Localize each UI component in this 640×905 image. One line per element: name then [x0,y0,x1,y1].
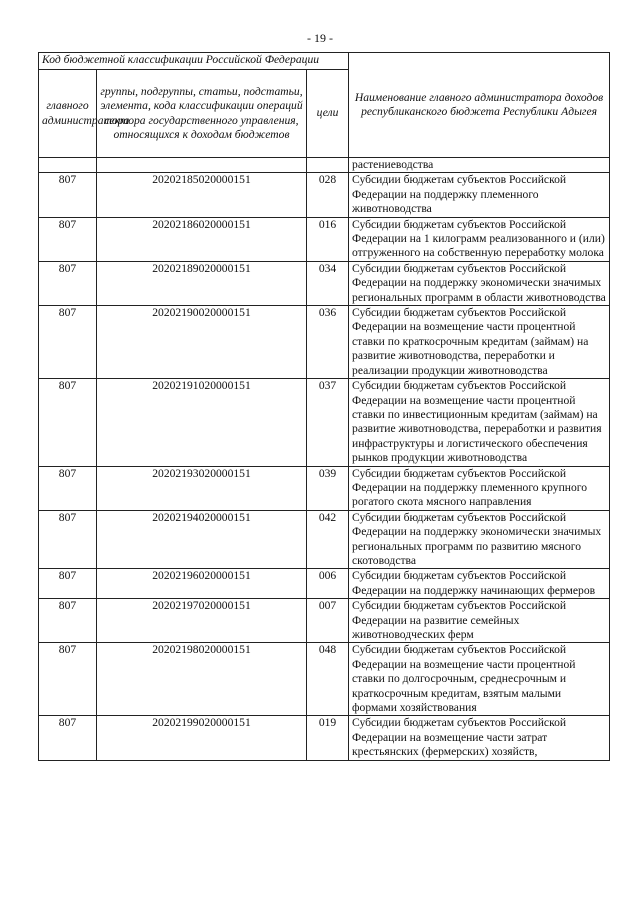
purpose-code-cell: 036 [307,306,349,379]
purpose-column-header: цели [307,70,349,158]
description-cell: Субсидии бюджетам субъектов Российской Федерации на 1 килограмм реализованного и (или) отгруженного на собственную переработку молока [349,217,610,261]
admin-code-cell: 807 [39,599,97,643]
description-cell: Субсидии бюджетам субъектов Российской Федерации на поддержку экономически значимых региональных программ по развитию мясного скотоводства [349,510,610,569]
table-row [39,173,610,217]
table-body [39,158,610,761]
admin-code-cell: 807 [39,173,97,217]
description-cell: Субсидии бюджетам субъектов Российской Федерации на возмещение части затрат крестьянских (фермерских) хозяйств, [349,716,610,760]
purpose-code-cell: 037 [307,379,349,466]
admin-code-cell: 807 [39,569,97,599]
table-row [39,643,610,716]
budget-classification-table [38,52,610,761]
budget-code-cell: 20202186020000151 [97,217,307,261]
administrator-name-header: Наименование главного администратора доходов республиканского бюджета Республики Адыгея [349,53,610,158]
admin-code-cell: 807 [39,510,97,569]
group-column-header: группы, подгруппы, статьи, подстатьи, элемента, кода классификации операций сектора государственного управления, относящихся к доходам бюджетов [97,70,307,158]
description-cell: Субсидии бюджетам субъектов Российской Федерации на поддержку племенного крупного рогатого скота мясного направления [349,466,610,510]
budget-code-cell: 20202193020000151 [97,466,307,510]
table-row [39,217,610,261]
purpose-code-cell: 039 [307,466,349,510]
budget-code-cell: 20202198020000151 [97,643,307,716]
admin-column-header: главного администратора [39,70,97,158]
table-row [39,716,610,760]
description-cell: Субсидии бюджетам субъектов Российской Федерации на поддержку племенного животноводства [349,173,610,217]
budget-code-cell: 20202196020000151 [97,569,307,599]
table-row [39,306,610,379]
description-cell: Субсидии бюджетам субъектов Российской Федерации на поддержку экономически значимых региональных программ в области животноводства [349,261,610,305]
budget-code-cell: 20202189020000151 [97,261,307,305]
table-row [39,510,610,569]
description-cell: Субсидии бюджетам субъектов Российской Федерации на поддержку начинающих фермеров [349,569,610,599]
admin-code-cell: 807 [39,643,97,716]
budget-code-cell: 20202199020000151 [97,716,307,760]
admin-code-cell: 807 [39,217,97,261]
description-cell: Субсидии бюджетам субъектов Российской Федерации на возмещение части процентной ставки по инвестиционным кредитам (займам) на развитие животноводства, переработки и развития инфраструктуры и логистического обеспечения рынков продукции животноводства [349,379,610,466]
table-row [39,466,610,510]
table-row [39,261,610,305]
description-cell: Субсидии бюджетам субъектов Российской Федерации на возмещение части процентной ставки по краткосрочным кредитам (займам) на развитие животноводства, переработки и реализации продукции животноводства [349,306,610,379]
admin-code-cell: 807 [39,716,97,760]
purpose-code-cell: 028 [307,173,349,217]
description-cell: Субсидии бюджетам субъектов Российской Федерации на развитие семейных животноводческих ферм [349,599,610,643]
budget-code-cell: 20202185020000151 [97,173,307,217]
purpose-code-cell: 016 [307,217,349,261]
table-row [39,599,610,643]
admin-code-cell: 807 [39,261,97,305]
purpose-code-cell: 034 [307,261,349,305]
purpose-code-cell: 042 [307,510,349,569]
classification-header: Код бюджетной классификации Российской Федерации [39,53,349,70]
purpose-code-cell: 006 [307,569,349,599]
purpose-code-cell: 048 [307,643,349,716]
admin-code-cell: 807 [39,466,97,510]
header-row-top [39,53,610,70]
budget-code-cell: 20202191020000151 [97,379,307,466]
table-row [39,569,610,599]
continuation-row [39,158,610,173]
page-number: - 19 - [307,31,333,45]
description-cell: Субсидии бюджетам субъектов Российской Федерации на возмещение части процентной ставки по долгосрочным, среднесрочным и краткосрочным кредитам, взятым малыми формами хозяйствования [349,643,610,716]
budget-code-cell: 20202190020000151 [97,306,307,379]
budget-code-cell: 20202194020000151 [97,510,307,569]
budget-code-cell: 20202197020000151 [97,599,307,643]
admin-code-cell: 807 [39,379,97,466]
table-row [39,379,610,466]
continuation-text: растениеводства [349,158,610,173]
purpose-code-cell: 019 [307,716,349,760]
purpose-code-cell: 007 [307,599,349,643]
admin-code-cell: 807 [39,306,97,379]
